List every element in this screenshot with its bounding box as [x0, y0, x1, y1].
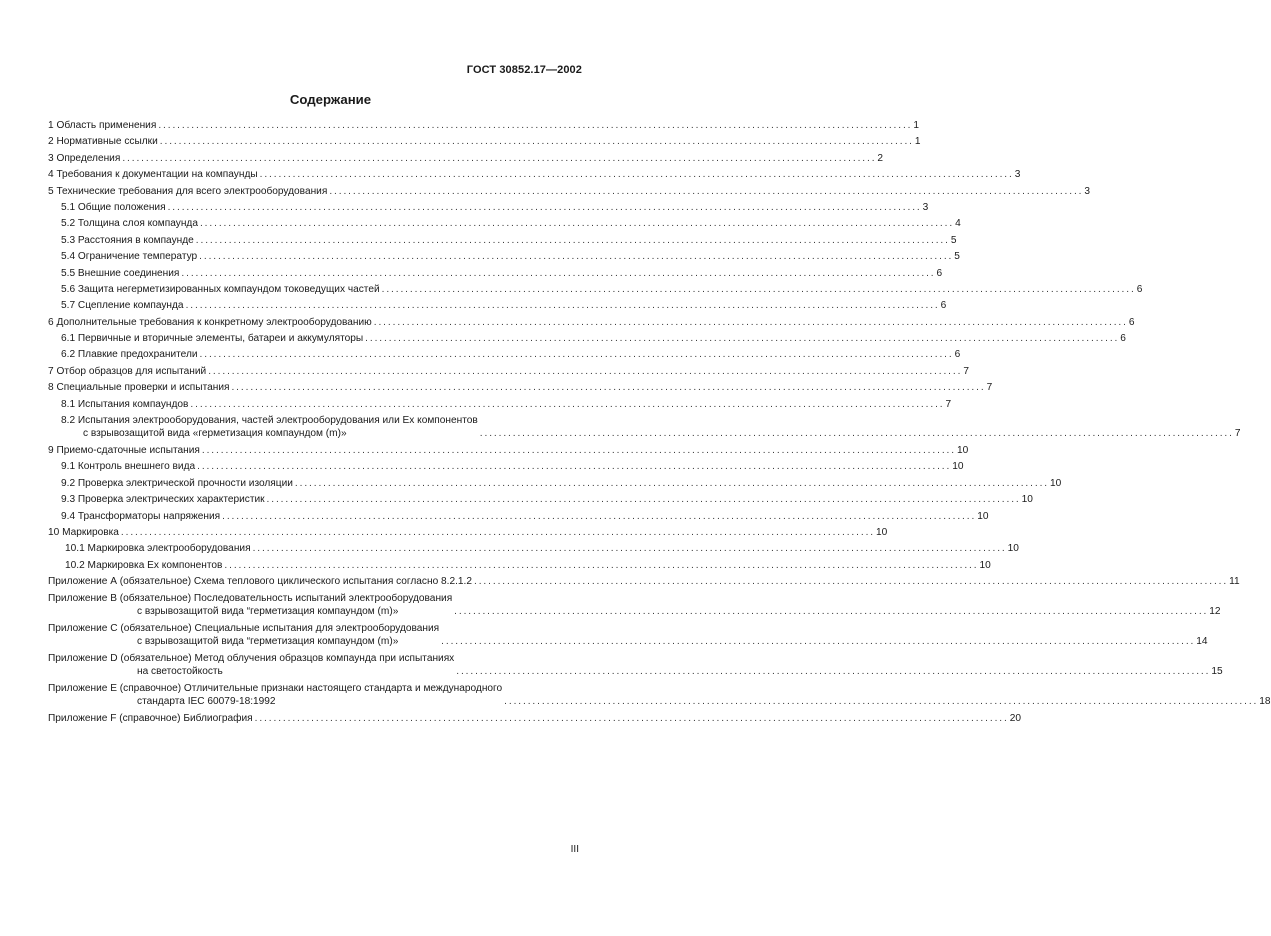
toc-entry-8-2[interactable]	[48, 414, 1241, 440]
toc-entry-text: 3 Определения	[48, 152, 121, 164]
toc-entry-appendix-e[interactable]	[48, 682, 1271, 708]
toc-entry-text: 9.2 Проверка электрической прочности изоляции	[61, 477, 293, 489]
toc-entry-page: 1	[914, 136, 921, 148]
toc-entry-text: 5.5 Внешние соединения	[61, 267, 180, 279]
dot-leader: ................................................................................................................................................................	[454, 605, 1209, 617]
dot-leader: ................................................................................................................................................................	[381, 283, 1136, 295]
toc-entry-text: 6 Дополнительные требования к конкретному электрооборудованию	[48, 316, 372, 328]
toc-entry-6[interactable]	[48, 316, 1135, 329]
toc-entry-text: 5.7 Сцепление компаунда	[61, 300, 184, 312]
toc-entry-1[interactable]	[48, 119, 920, 132]
toc-entry-appendix-c[interactable]	[48, 622, 1208, 648]
toc-entry-text: Приложение В (обязательное) Последовательность испытаний электрооборудования	[48, 592, 453, 604]
toc-entry-page: 1	[913, 120, 920, 131]
dot-leader: ................................................................................................................................................................	[181, 267, 936, 279]
toc-entry-page: 5	[954, 251, 960, 263]
dot-leader: ................................................................................................................................................................	[224, 559, 979, 571]
toc-entry-page: 11	[1229, 576, 1240, 588]
toc-entry-text: 6.1 Первичные и вторичные элементы, батареи и аккумуляторы	[61, 333, 364, 345]
dot-leader: ................................................................................................................................................................	[259, 169, 1014, 181]
toc-entry-page: 10	[952, 461, 964, 473]
dot-leader: ................................................................................................................................................................	[441, 635, 1196, 647]
toc-entry-6-2[interactable]	[48, 348, 961, 361]
table-of-contents	[48, 119, 1271, 728]
toc-entry-text: 10.1 Маркировка электрооборудования	[65, 543, 251, 555]
page-number: III	[570, 844, 579, 855]
toc-entry-text: 10.2 Маркировка Ex компонентов	[65, 559, 223, 571]
toc-entry-page: 3	[1014, 169, 1021, 181]
dot-leader: ................................................................................................................................................................	[456, 665, 1211, 677]
toc-entry-page: 6	[940, 300, 947, 312]
toc-entry-page: 15	[1211, 665, 1223, 677]
toc-entry-appendix-f[interactable]	[48, 712, 1021, 725]
dot-leader: ................................................................................................................................................................	[158, 120, 913, 131]
toc-entry-textblock	[48, 652, 454, 678]
dot-leader: ................................................................................................................................................................	[190, 398, 945, 410]
toc-entry-text: 8.2 Испытания электрооборудования, частей электрооборудования или Ex компонентов	[61, 415, 478, 427]
dot-leader: ................................................................................................................................................................	[159, 136, 914, 148]
toc-entry-text: 5 Технические требования для всего электрооборудования	[48, 185, 328, 197]
toc-entry-continuation: с взрывозащитой вида “герметизация компаундом (m)»	[137, 605, 399, 617]
toc-entry-page: 7	[945, 398, 952, 410]
dot-leader: ................................................................................................................................................................	[120, 526, 875, 538]
toc-entry-5-2[interactable]	[48, 217, 961, 230]
dot-leader: ................................................................................................................................................................	[122, 152, 877, 164]
dot-leader: ................................................................................................................................................................	[365, 333, 1120, 345]
standard-code: ГОСТ 30852.17—2002	[466, 64, 582, 76]
toc-entry-text: Приложение F (справочное) Библиография	[48, 712, 253, 724]
dot-leader: ................................................................................................................................................................	[208, 365, 963, 377]
dot-leader: ................................................................................................................................................................	[294, 477, 1049, 489]
toc-entry-page: 10	[956, 445, 969, 457]
dot-leader: ................................................................................................................................................................	[197, 461, 952, 473]
toc-entry-textblock	[48, 682, 502, 708]
toc-entry-text: Приложение Е (справочное) Отличительные признаки настоящего стандарта и международного	[48, 682, 503, 694]
dot-leader: ................................................................................................................................................................	[504, 695, 1259, 707]
toc-entry-6-1[interactable]	[48, 332, 1126, 345]
toc-entry-page: 3	[1084, 185, 1091, 197]
toc-entry-continuation: с взрывозащитой вида «герметизация компаундом (m)»	[83, 428, 347, 440]
toc-entry-text: Приложение А (обязательное) Схема теплового циклического испытания согласно 8.2.1.2	[48, 576, 472, 588]
toc-entry-text: 9.1 Контроль внешнего вида	[61, 461, 196, 473]
toc-entry-page: 10	[977, 510, 989, 522]
toc-entry-text: Приложение D (обязательное) Метод облучения образцов компаунда при испытаниях	[48, 652, 455, 664]
dot-leader: ................................................................................................................................................................	[329, 185, 1084, 197]
toc-entry-text: 1 Область применения	[48, 120, 157, 131]
toc-entry-text: 9 Приемо-сдаточные испытания	[48, 445, 200, 457]
toc-entry-5-4[interactable]	[48, 250, 960, 263]
toc-entry-page: 10	[1050, 477, 1062, 489]
toc-entry-text: 5.2 Толщина слоя компаунда	[61, 218, 198, 230]
toc-entry-page: 18	[1259, 695, 1271, 707]
toc-entry-text: 2 Нормативные ссылки	[48, 136, 158, 148]
toc-entry-page: 10	[979, 559, 991, 571]
toc-entry-text: 7 Отбор образцов для испытаний	[48, 365, 207, 377]
toc-entry-4[interactable]	[48, 168, 1021, 181]
dot-leader: ................................................................................................................................................................	[474, 576, 1229, 588]
toc-entry-page: 10	[876, 526, 888, 538]
dot-leader: ................................................................................................................................................................	[266, 494, 1021, 506]
toc-entry-page: 20	[1009, 712, 1021, 724]
dot-leader: ................................................................................................................................................................	[195, 234, 950, 246]
toc-entry-continuation: стандарта IEC 60079-18:1992	[137, 695, 276, 707]
dot-leader: ................................................................................................................................................................	[167, 201, 922, 213]
dot-leader: ................................................................................................................................................................	[222, 510, 977, 522]
toc-entry-page: 6	[936, 267, 943, 279]
toc-entry-5-5[interactable]	[48, 267, 943, 280]
toc-entry-page: 6	[1120, 333, 1126, 345]
dot-leader: ................................................................................................................................................................	[199, 251, 954, 263]
toc-entry-page: 10	[1007, 543, 1019, 555]
toc-entry-text: 8.1 Испытания компаундов	[61, 398, 189, 410]
toc-entry-text: 10 Маркировка	[48, 526, 119, 538]
toc-entry-9[interactable]	[48, 444, 969, 457]
toc-entry-5-6[interactable]	[48, 283, 1143, 296]
toc-entry-page: 7	[986, 382, 993, 394]
dot-leader: ................................................................................................................................................................	[252, 543, 1007, 555]
toc-entry-textblock	[48, 592, 452, 618]
toc-entry-2[interactable]	[48, 135, 921, 148]
toc-entry-8-1[interactable]	[48, 398, 952, 411]
toc-entry-text: 5.1 Общие положения	[61, 201, 166, 213]
dot-leader: ................................................................................................................................................................	[479, 428, 1234, 440]
toc-entry-appendix-d[interactable]	[48, 652, 1223, 678]
toc-entry-page: 12	[1209, 605, 1221, 617]
dot-leader: ................................................................................................................................................................	[254, 712, 1009, 724]
toc-entry-page: 3	[922, 201, 929, 213]
toc-entry-text: Приложение С (обязательное) Специальные испытания для электрооборудования	[48, 622, 440, 634]
toc-entry-page: 6	[1128, 316, 1135, 328]
toc-entry-9-4[interactable]	[48, 510, 989, 523]
toc-entry-9-3[interactable]	[48, 493, 1033, 506]
toc-entry-page: 7	[963, 365, 969, 377]
dot-leader: ................................................................................................................................................................	[201, 445, 956, 457]
toc-entry-page: 6	[1136, 283, 1143, 295]
toc-entry-7[interactable]	[48, 365, 969, 378]
toc-entry-page: 4	[955, 218, 961, 230]
toc-entry-page: 2	[877, 152, 884, 164]
toc-entry-5-3[interactable]	[48, 234, 957, 247]
toc-entry-text: 6.2 Плавкие предохранители	[61, 349, 198, 361]
toc-entry-5[interactable]	[48, 185, 1091, 198]
toc-entry-text: 4 Требования к документации на компаунды	[48, 169, 258, 181]
dot-leader: ................................................................................................................................................................	[199, 349, 954, 361]
toc-entry-5-1[interactable]	[48, 201, 929, 214]
toc-entry-page: 7	[1234, 428, 1241, 440]
toc-entry-8[interactable]	[48, 381, 993, 394]
toc-entry-9-2[interactable]	[48, 477, 1062, 490]
toc-entry-text: 9.3 Проверка электрических характеристик	[61, 494, 265, 506]
toc-entry-10-1[interactable]	[48, 542, 1019, 555]
toc-entry-page: 14	[1196, 635, 1208, 647]
toc-entry-text: 5.4 Ограничение температур	[61, 251, 198, 263]
toc-entry-appendix-a[interactable]	[48, 575, 1240, 588]
toc-entry-continuation: на светостойкость	[137, 665, 223, 677]
dot-leader: ................................................................................................................................................................	[199, 218, 955, 230]
dot-leader: ................................................................................................................................................................	[185, 300, 940, 312]
dot-leader: ................................................................................................................................................................	[373, 316, 1128, 328]
toc-entry-textblock	[61, 414, 478, 440]
dot-leader: ................................................................................................................................................................	[231, 382, 986, 394]
toc-entry-page: 10	[1021, 494, 1033, 506]
toc-entry-9-1[interactable]	[48, 460, 964, 473]
toc-entry-continuation: с взрывозащитой вида “герметизация компаундом (m)»	[137, 635, 399, 647]
toc-entry-textblock	[48, 622, 439, 648]
toc-entry-text: 5.6 Защита негерметизированных компаундом токоведущих частей	[61, 283, 380, 295]
toc-entry-5-7[interactable]	[48, 299, 947, 312]
toc-entry-10-2[interactable]	[48, 559, 991, 572]
toc-entry-text: 5.3 Расстояния в компаунде	[61, 234, 194, 246]
toc-entry-appendix-b[interactable]	[48, 592, 1221, 618]
page-title: Содержание	[289, 92, 372, 107]
toc-entry-text: 8 Специальные проверки и испытания	[48, 382, 230, 394]
toc-entry-10[interactable]	[48, 526, 888, 539]
toc-entry-page: 5	[950, 234, 957, 246]
toc-entry-text: 9.4 Трансформаторы напряжения	[61, 510, 221, 522]
toc-entry-3[interactable]	[48, 152, 884, 165]
toc-entry-page: 6	[954, 349, 961, 361]
